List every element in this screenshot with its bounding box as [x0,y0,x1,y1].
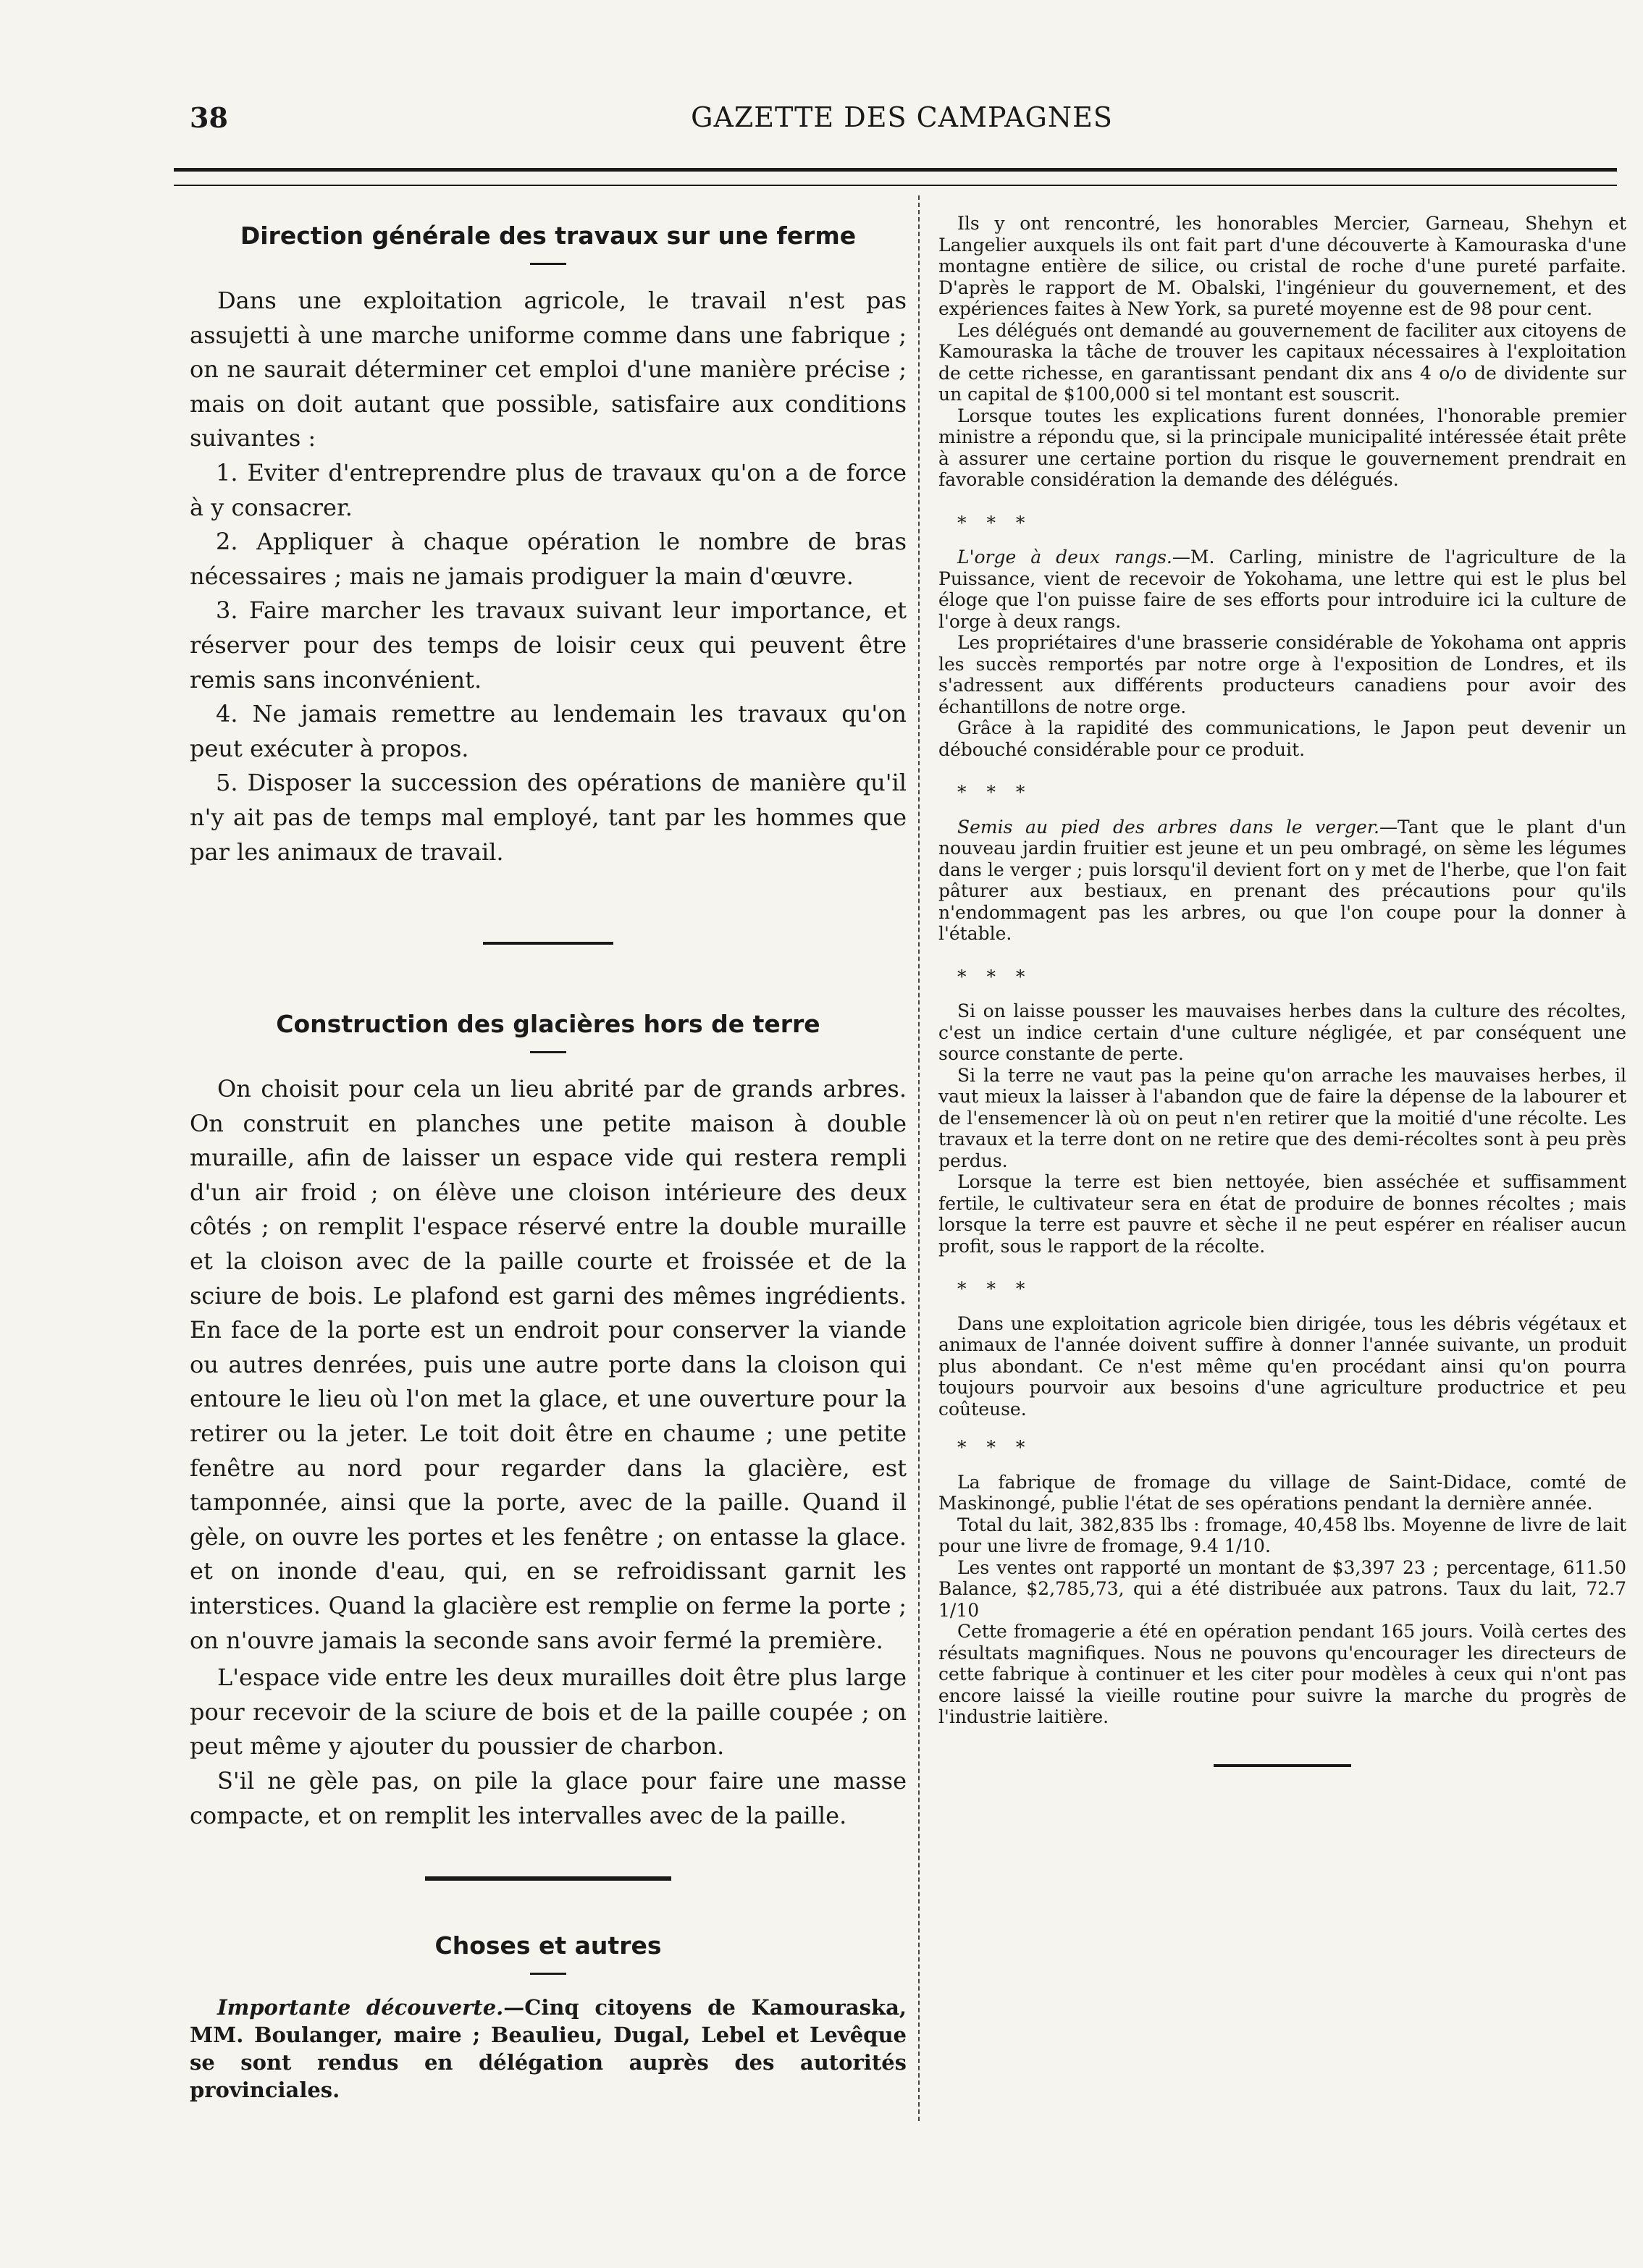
paragraph [938,817,1626,945]
list-item: 2. Appliquer à chaque opération le nombre de bras nécessaires ; mais ne jamais prodiguer la main d'œuvre. [190,528,907,590]
paragraph: Grâce à la rapidité des communications, le Japon peut devenir un débouché considérable pour ce produit. [938,717,1626,760]
paragraph: Ils y ont rencontré, les honorables Mercier, Garneau, Shehyn et Langelier auxquels ils ont fait part d'une découverte à Kamouraska d'une montagne entière de silice, ou cristal de roche d'une pureté parfaite. D'après le rapport de M. Obalski, l'ingénieur du gouvernement, et des expériences faites à New York, sa pureté moyenne est de 98 pour cent. [938,213,1626,319]
paragraph: Les propriétaires d'une brasserie considérable de Yokohama ont appris les succès remportés par notre orge à l'exposition de Londres, et ils s'adressent aux différents producteurs canadiens pour avoir des échantillons de notre orge. [938,632,1626,717]
page-number: 38 [190,101,228,134]
item-text: —Cinq citoyens de Kamouraska, MM. Boulanger, maire ; Beaulieu, Dugal, Lebel et Levêque se sont rendus en délégation auprès des autorités provinciales. [190,1995,907,2103]
list-item: 1. Eviter d'entreprendre plus de travaux qu'on a de force à y consacrer. [190,458,907,521]
paragraph: S'il ne gèle pas, on pile la glace pour faire une masse compacte, et on remplit les intervalles avec de la paille. [190,1766,907,1829]
paragraph: Si la terre ne vaut pas la peine qu'on arrache les mauvaises herbes, il vaut mieux la laisser à l'abandon que de faire la dépense de la labourer et de l'ensemencer là où on peut n'en retirer que la moitié d'une récolte. Les travaux et la terre dont on ne retire que des demi-récoltes sont à peu près perdus. [938,1064,1626,1171]
paragraph: On choisit pour cela un lieu abrité par de grands arbres. On construit en planches une petite maison à double muraille, afin de laisser un espace vide qui restera rempli d'un air froid ; on élève une cloison intérieure des deux côtés ; on remplit l'espace réservé entre la double muraille et la cloison avec de la paille courte et froissée et de la sciure de bois. Le plafond est garni des mêmes ingrédients. En face de la porte est un endroit pour conserver la viande ou autres denrées, puis une autre porte dans la cloison qui entoure le lieu où l'on met la glace, et une ouverture pour la retirer ou la jeter. Le toit doit être en chaume ; une petite fenêtre au nord pour regarder dans la glacière, est tamponnée, ainsi que la porte, avec de la paille. Quand il gèle, on ouvre les portes et les fenêtre ; on entasse la glace. et on inonde d'eau, qui, en se refroidissant garnit les interstices. Quand la glacière est remplie on ferme la porte ; on n'ouvre jamais la seconde sans avoir fermé la première. [190,1075,907,1654]
asterism: * * * [957,1278,1033,1299]
item-text: —Tant que le plant d'un nouveau jardin fruitier est jeune et un peu ombragé, on sème les légumes dans le verger ; puis lorsqu'il devient fort on y met de l'herbe, que l'on fait pâturer aux bestiaux, en prenant des précautions pour qu'ils n'endommagent pas les arbres, ou que l'on coupe pour la donner à l'étable. [938,816,1626,944]
section-title-direction: Direction générale des travaux sur une ferme [240,222,857,250]
publication-title: GAZETTE DES CAMPAGNES [691,101,1113,133]
right-column [938,195,1626,1767]
paragraph [938,547,1626,632]
title-dash [530,263,566,265]
list-item: 4. Ne jamais remettre au lendemain les travaux qu'on peut exécuter à propos. [190,700,907,762]
page-header [190,101,1614,145]
section-intro: Dans une exploitation agricole, le travail n'est pas assujetti à une marche uniforme comme dans une fabrique ; on ne saurait déterminer cet emploi d'une manière précise ; mais on doit autant que possible, satisfaire aux conditions suivantes : [190,287,907,452]
paragraph: Lorsque la terre est bien nettoyée, bien asséchée et suffisamment fertile, le cultivateur sera en état de produire de bonnes récoltes ; mais lorsque la terre est pauvre et sèche il ne peut espérer en réaliser aucun profit, sous le rapport de la récolte. [938,1171,1626,1257]
asterism: * * * [957,782,1033,803]
item-lead: L'orge à deux rangs. [957,547,1172,568]
paragraph: La fabrique de fromage du village de Saint-Didace, comté de Maskinongé, publie l'état de ses opérations pendant la dernière année. [938,1471,1626,1514]
item-lead: Semis au pied des arbres dans le verger. [957,816,1379,838]
paragraph [190,1994,907,2104]
paragraph: Les délégués ont demandé au gouvernement de faciliter aux citoyens de Kamouraska la tâche de trouver les capitaux nécessaires à l'exploitation de cette richesse, en garantissant pendant dix ans 4 o/o de dividente sur un capital de $100,000 si tel montant est souscrit. [938,319,1626,405]
list-item: 3. Faire marcher les travaux suivant leur importance, et réserver pour des temps de loisir ceux qui peuvent être remis sans inconvénient. [190,596,907,694]
title-dash [530,1973,566,1975]
paragraph: Cette fromagerie a été en opération pendant 165 jours. Voilà certes des résultats magnifiques. Nous ne pouvons qu'encourager les directeurs de cette fabrique à continuer et les citer pour modèles à ceux qui n'ont pas encore laissé la vieille routine pour suivre la marche du progrès de l'industrie laitière. [938,1621,1626,1727]
column-divider [918,195,922,2121]
paragraph: Dans une exploitation agricole bien dirigée, tous les débris végétaux et animaux de l'année doivent suffire à donner l'année suivante, un produit plus abondant. Ce n'est même qu'en procédant ainsi qu'on pourra toujours pourvoir aux besoins d'une agriculture productrice et peu coûteuse. [938,1312,1626,1420]
item-lead: Importante découverte. [217,1995,504,2020]
left-column [190,195,907,2104]
paragraph: Si on laisse pousser les mauvaises herbes dans la culture des récoltes, c'est un indice certain d'une culture négligée, et par conséquent une source constante de perte. [938,1000,1626,1064]
section-separator [1214,1764,1351,1767]
paragraph: L'espace vide entre les deux murailles doit être plus large pour recevoir de la sciure de bois et de la paille coupée ; on peut même y ajouter du poussier de charbon. [190,1664,907,1761]
header-rule [174,168,1617,186]
asterism: * * * [957,966,1033,987]
section-title-choses: Choses et autres [434,1931,662,1960]
asterism: * * * [957,1437,1033,1458]
asterism: * * * [957,512,1033,534]
paragraph: Les ventes ont rapporté un montant de $3,397 23 ; percentage, 611.50 Balance, $2,785,73, qui a été distribuée aux patrons. Taux du lait, 72.7 1/10 [938,1556,1626,1621]
item-text: —M. Carling, ministre de l'agriculture de la Puissance, vient de recevoir de Yokohama, une lettre qui est le plus bel éloge que l'on puisse faire de ses efforts pour introduire ici la culture de l'orge à deux rangs. [938,547,1626,632]
paragraph: Lorsque toutes les explications furent données, l'honorable premier ministre a répondu que, si la principale municipalité intéressée était prête à assurer une certaine portion du risque le gouvernement prendrait en favorable considération la demande des délégués. [938,405,1626,490]
list-item: 5. Disposer la succession des opérations de manière qu'il n'y ait pas de temps mal employé, tant par les hommes que par les animaux de travail. [190,769,907,866]
paragraph: Total du lait, 382,835 lbs : fromage, 40,458 lbs. Moyenne de livre de lait pour une livre de fromage, 9.4 1/10. [938,1514,1626,1556]
title-dash [530,1051,566,1053]
section-title-glacieres: Construction des glacières hors de terre [276,1010,820,1039]
